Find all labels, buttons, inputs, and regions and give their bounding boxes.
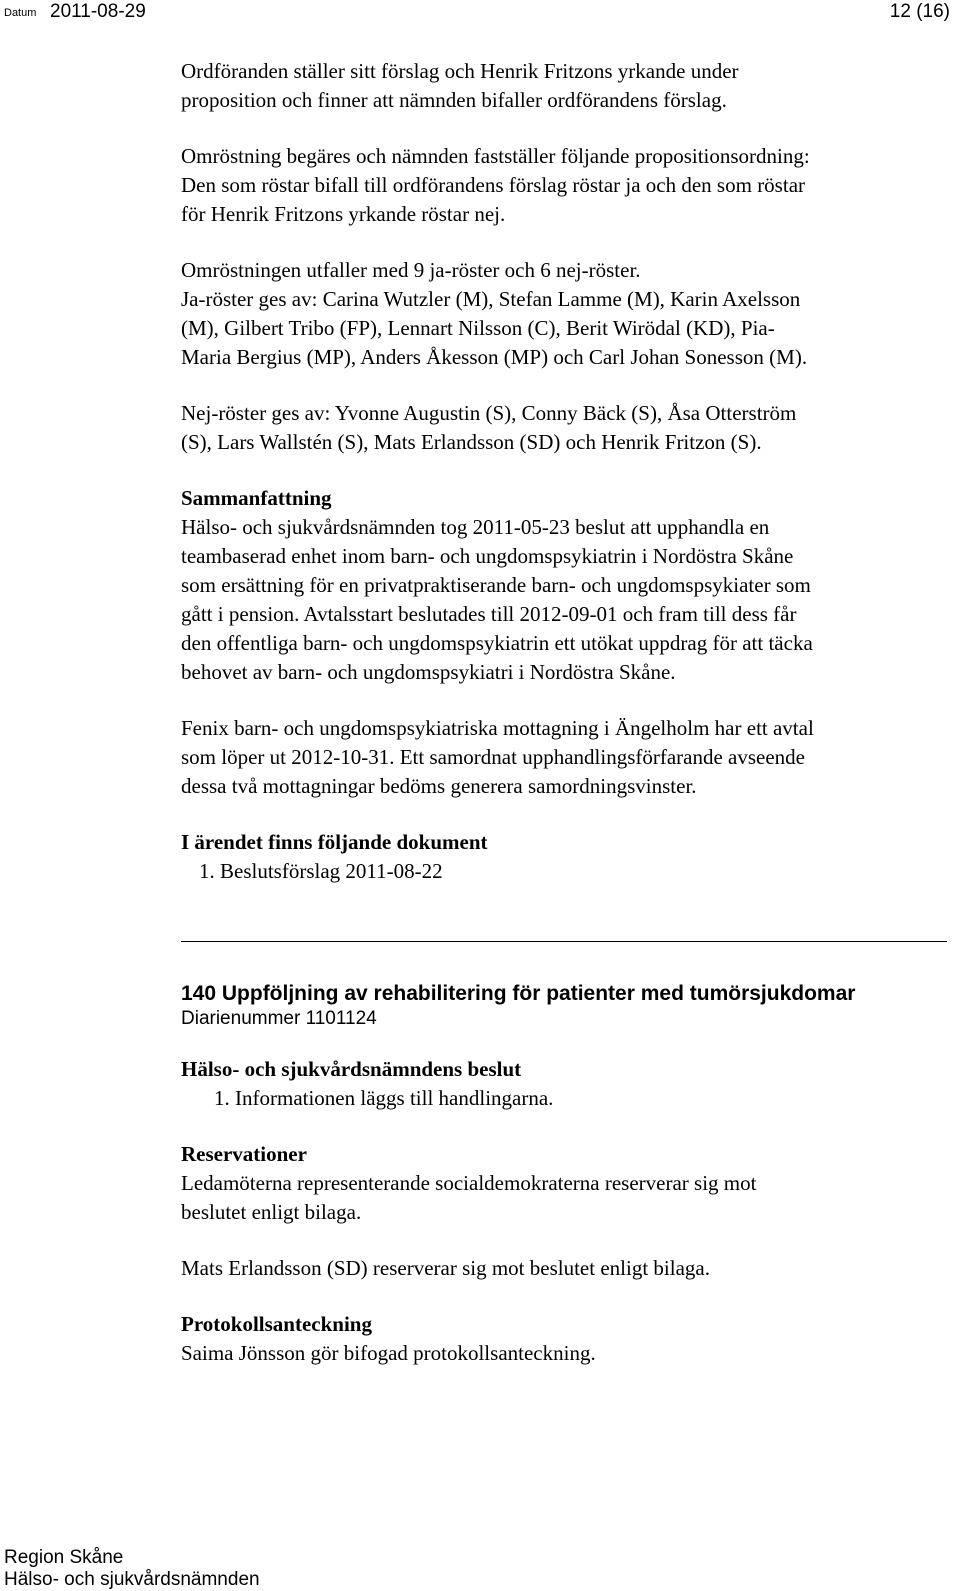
text-line: för Henrik Fritzons yrkande röstar nej. [181,202,506,226]
text-line: Ordföranden ställer sitt förslag och Henrik Fritzons yrkande under [181,59,739,83]
paragraph-fenix [181,714,951,801]
paragraph-reservationer [181,1169,951,1227]
header-date: 2011-08-29 [50,1,146,22]
datum-label: Datum [4,7,37,19]
heading-beslut: Hälso- och sjukvårdsnämndens beslut [181,1057,522,1081]
text-line: Nej-röster ges av: Yvonne Augustin (S), Conny Bäck (S), Åsa Otterström [181,401,797,425]
text-line: dessa två mottagningar bedöms generera samordningsvinster. [181,774,697,798]
text-line: Omröstning begäres och nämnden fastställer följande propositionsordning: [181,144,810,168]
heading-documents: I ärendet finns följande dokument [181,830,488,854]
paragraph-reservation-sd: Mats Erlandsson (SD) reserverar sig mot beslutet enligt bilaga. [181,1256,710,1280]
page-number: 12 (16) [889,1,950,22]
text-line: Den som röstar bifall till ordförandens förslag röstar ja och den som röstar [181,173,806,197]
text-line: (M), Gilbert Tribo (FP), Lennart Nilsson (C), Berit Wirödal (KD), Pia- [181,316,775,340]
paragraph-protokollsanteckning: Saima Jönsson gör bifogad protokollsanteckning. [181,1341,596,1365]
paragraph-propositionsordning [181,142,951,229]
text-line: som löper ut 2012-10-31. Ett samordnat upphandlingsförfarande avseende [181,745,806,769]
text-line: Ledamöterna representerande socialdemokraterna reserverar sig mot [181,1171,757,1195]
diarienummer: Diarienummer 1101124 [181,1008,377,1029]
document-body [181,57,951,886]
text-line: som ersättning för en privatpraktiserande barn- och ungdomspsykiater som [181,573,811,597]
heading-sammanfattning: Sammanfattning [181,486,332,510]
text-line: proposition och finner att nämnden bifaller ordförandens förslag. [181,88,727,112]
text-line: Maria Bergius (MP), Anders Åkesson (MP) och Carl Johan Sonesson (M). [181,345,808,369]
text-line: behovet av barn- och ungdomspsykiatri i Nordöstra Skåne. [181,660,676,684]
text-line: gått i pension. Avtalsstart beslutades till 2012-09-01 och fram till dess får [181,602,797,626]
footer-organization: Region Skåne [4,1547,124,1568]
text-line: Fenix barn- och ungdomspsykiatriska mottagning i Ängelholm har ett avtal [181,716,814,740]
section-title: 140 Uppföljning av rehabilitering för patienter med tumörsjukdomar [181,982,856,1005]
footer-department: Hälso- och sjukvårdsnämnden [4,1569,260,1590]
text-line: Ja-röster ges av: Carina Wutzler (M), Stefan Lamme (M), Karin Axelsson [181,287,801,311]
text-line: teambaserad enhet inom barn- och ungdomspsykiatrin i Nordöstra Skåne [181,544,794,568]
paragraph-nej-roster [181,399,951,457]
beslut-list-item: 1. Informationen läggs till handlingarna. [214,1086,554,1110]
text-line: beslutet enligt bilaga. [181,1200,362,1224]
text-line: Hälso- och sjukvårdsnämnden tog 2011-05-23 beslut att upphandla en [181,515,770,539]
section-body [181,1055,951,1368]
text-line: (S), Lars Wallstén (S), Mats Erlandsson (SD) och Henrik Fritzon (S). [181,430,762,454]
paragraph-sammanfattning [181,513,951,687]
paragraph-proposition [181,57,951,115]
section-divider [181,941,947,942]
heading-protokollsanteckning: Protokollsanteckning [181,1312,372,1336]
document-list-item: 1. Beslutsförslag 2011-08-22 [199,859,443,883]
text-line: Omröstningen utfaller med 9 ja-röster och 6 nej-röster. [181,258,641,282]
text-line: den offentliga barn- och ungdomspsykiatrin ett utökat uppdrag för att täcka [181,631,813,655]
paragraph-ja-roster [181,256,951,372]
heading-reservationer: Reservationer [181,1142,307,1166]
